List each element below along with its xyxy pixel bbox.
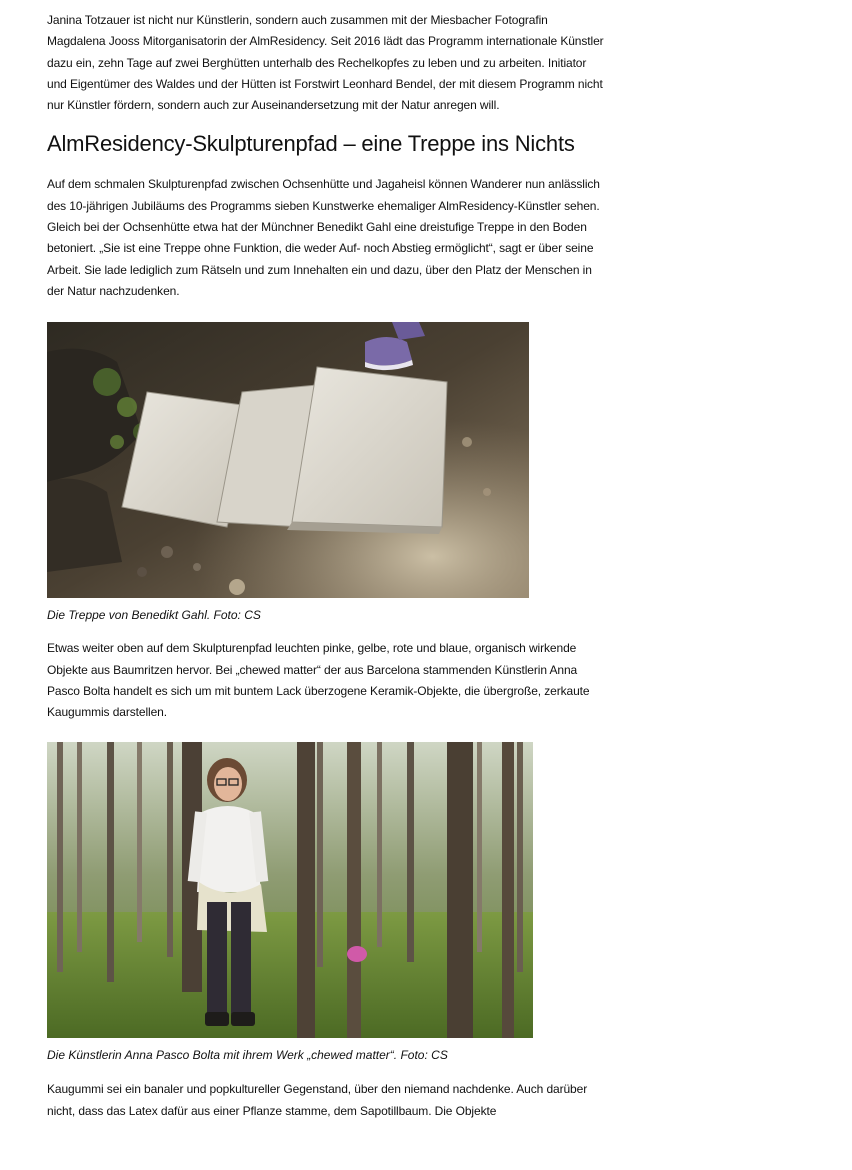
- figure-stairs: [47, 322, 607, 623]
- artist-photo[interactable]: [47, 742, 533, 1038]
- stairs-photo-illustration: [47, 322, 529, 598]
- chewed-matter-paragraph: Etwas weiter oben auf dem Skulpturenpfad leuchten pinke, gelbe, rote und blaue, organisch wirkende Objekte aus Baumritzen hervor. Bei „chewed matter“ der aus Barcelona stammenden Künstlerin Anna Pasco Bolta handelt es sich um mit buntem Lack überzogene Keramik-Objekte, die übergroße, zerkaute Kaugummis darstellen.: [47, 641, 590, 720]
- artist-caption: Die Künstlerin Anna Pasco Bolta mit ihrem Werk „chewed matter“. Foto: CS: [47, 1048, 448, 1063]
- article: [47, 10, 607, 1122]
- artist-photo-illustration: [47, 742, 533, 1038]
- section-heading: AlmResidency-Skulpturenpfad – eine Treppe ins Nichts: [47, 131, 575, 157]
- chewing-gum-paragraph: Kaugummi sei ein banaler und popkultureller Gegenstand, über den niemand nachdenke. Auch darüber nicht, dass das Latex dafür aus einer Pflanze stamme, dem Sapotillbaum. Die Objekte: [47, 1082, 588, 1118]
- stairs-caption: Die Treppe von Benedikt Gahl. Foto: CS: [47, 608, 261, 623]
- stairs-photo[interactable]: [47, 322, 529, 598]
- figure-artist: [47, 742, 607, 1063]
- sculpture-trail-paragraph: Auf dem schmalen Skulpturenpfad zwischen Ochsenhütte und Jagaheisl können Wanderer nun anlässlich des 10-jährigen Jubiläums des Programms sieben Kunstwerke ehemaliger AlmResidency-Künstler sehen. Gleich bei der Ochsenhütte etwa hat der Münchner Benedikt Gahl eine dreistufige Treppe in den Boden betoniert. „Sie ist eine Treppe ohne Funktion, die weder Auf- noch Abstieg ermöglicht“, sagt er über seine Arbeit. Sie lade lediglich zum Rätseln und zum Innehalten ein und dazu, über den Platz der Menschen in der Natur nachzudenken.: [47, 177, 600, 298]
- intro-paragraph: Janina Totzauer ist nicht nur Künstlerin, sondern auch zusammen mit der Miesbacher Fotografin Magdalena Jooss Mitorganisatorin der AlmResidency. Seit 2016 lädt das Programm internationale Künstler dazu ein, zehn Tage auf zwei Berghütten unterhalb des Rechelkopfes zu leben und zu arbeiten. Initiator und Eigentümer des Waldes und der Hütten ist Forstwirt Leonhard Bendel, der mit diesem Programm nicht nur Künstler fördern, sondern auch zur Auseinandersetzung mit der Natur anregen will.: [47, 13, 604, 113]
